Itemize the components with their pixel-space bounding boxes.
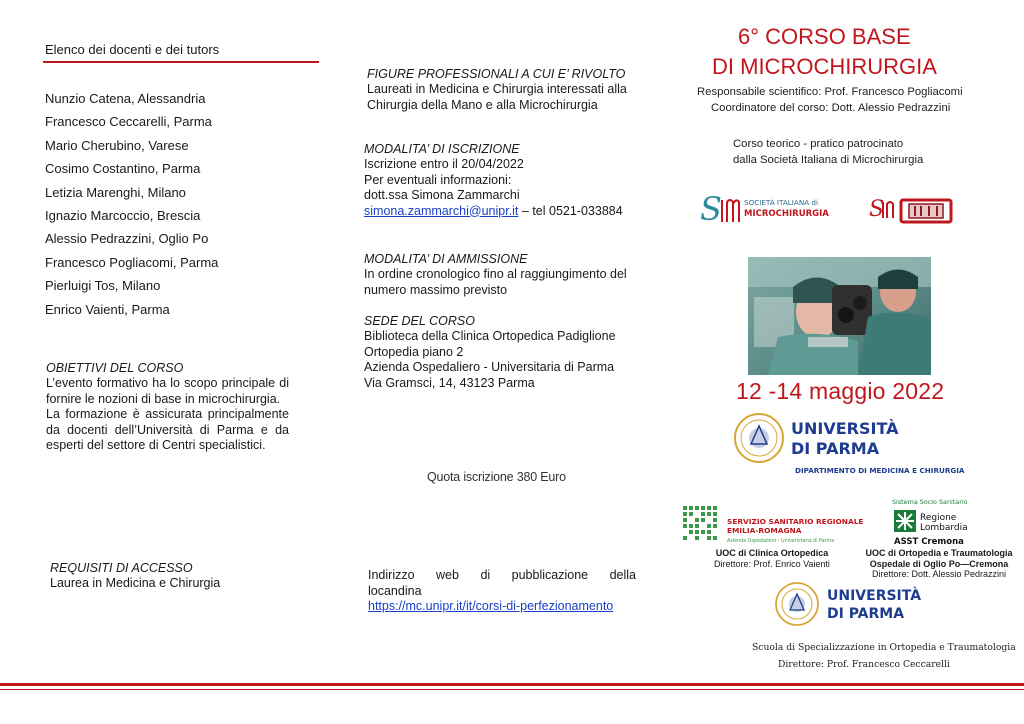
uoc1-line-2: Direttore: Prof. Enrico Vaienti — [714, 559, 830, 569]
uoc-ortopedia-traumatologia — [858, 548, 1020, 580]
svg-text:S: S — [869, 197, 885, 222]
svg-text:S: S — [700, 190, 722, 226]
teacher-item: Ignazio Marcoccio, Brescia — [45, 207, 201, 223]
sede-section — [364, 314, 644, 391]
sede-line: Via Gramsci, 14, 43123 Parma — [364, 375, 535, 390]
patrocinio-text — [733, 136, 1013, 168]
figure-text: Laureati in Medicina e Chirurgia interessati alla Chirurgia della Mano e alla Microchirurgia — [367, 82, 627, 112]
teacher-list — [45, 90, 218, 324]
requisiti-text: Laurea in Medicina e Chirurgia — [50, 576, 221, 590]
responsabile-text: Responsabile scientifico: Prof. Francesco Pogliacomi — [697, 86, 963, 98]
sim-small-logo — [869, 190, 959, 226]
teacher-item: Francesco Pogliacomi, Parma — [45, 254, 219, 270]
indirizzo-section — [368, 568, 636, 615]
email-link[interactable]: simona.zammarchi@unipr.it — [364, 203, 519, 218]
ssr-line-1: SERVIZIO SANITARIO REGIONALE — [727, 517, 864, 526]
teacher-item: Pierluigi Tos, Milano — [45, 278, 161, 294]
iscrizione-contact: dott.ssa Simona Zammarchi — [364, 188, 520, 202]
course-title-line-2: DI MICROCHIRURGIA — [712, 54, 937, 79]
ssr-line-3: Azienda Ospedaliero - Universitaria di Parma — [727, 539, 835, 544]
ammissione-text: In ordine cronologico fino al raggiungimento del numero massimo previsto — [364, 267, 627, 297]
teacher-item: Letizia Marenghi, Milano — [45, 184, 186, 200]
ssr-line-2: EMILIA-ROMAGNA — [727, 526, 802, 535]
patrocinio-line-2: dalla Società Italiana di Microchirurgia — [733, 154, 924, 166]
course-staff — [697, 84, 1017, 116]
iscrizione-heading: MODALITA’ DI ISCRIZIONE — [364, 142, 520, 156]
sede-line: Ortopedia piano 2 — [364, 344, 464, 359]
ammissione-heading: MODALITA’ DI AMMISSIONE — [364, 252, 528, 266]
obiettivi-paragraph-2: La formazione è assicurata principalmente da docenti dell’Università di Parma e da esperti del settore di Centri specialistici. — [46, 407, 289, 452]
teacher-item: Alessio Pedrazzini, Oglio Po — [45, 231, 209, 247]
unipr-department: DIPARTIMENTO DI MEDICINA E CHIRURGIA — [795, 466, 965, 475]
bottom-divider-thin — [0, 689, 1024, 690]
unipr-dept-logo — [733, 412, 993, 478]
scuola-direttore: Direttore: Prof. Francesco Ceccarelli — [778, 659, 950, 670]
teacher-item: Mario Cherubino, Varese — [45, 137, 189, 153]
regione-lombardia-logo — [890, 496, 990, 546]
unipr2-line-1: UNIVERSITÀ — [827, 588, 922, 604]
surgery-photo — [748, 257, 931, 375]
unipr-name-line-2: DI PARMA — [791, 439, 880, 458]
iscrizione-deadline: Iscrizione entro il 20/04/2022 — [364, 157, 524, 171]
obiettivi-section — [46, 361, 289, 454]
sim-logo-line-1: SOCIETÀ ITALIANA di — [744, 198, 818, 207]
sim-logo — [700, 190, 850, 226]
sede-line: Azienda Ospedaliero - Universitaria di Parma — [364, 360, 615, 374]
uoc2-line-1: UOC di Ortopedia e Traumatologia — [865, 548, 1013, 558]
figure-section — [367, 67, 637, 113]
obiettivi-heading: OBIETTIVI DEL CORSO — [46, 361, 184, 375]
ssr-emilia-romagna-logo — [683, 504, 873, 548]
asst-cremona: ASST Cremona — [894, 537, 964, 546]
sede-line: Biblioteca della Clinica Ortopedica Padiglione — [364, 329, 616, 343]
requisiti-heading: REQUISITI DI ACCESSO — [50, 561, 193, 575]
patrocinio-line-1: Corso teorico - pratico patrocinato — [733, 138, 904, 150]
teacher-item: Enrico Vaienti, Parma — [45, 301, 170, 317]
heading-divider — [43, 61, 319, 63]
teacher-item: Cosimo Costantino, Parma — [45, 161, 201, 177]
uoc-clinica-ortopedica — [702, 548, 842, 570]
obiettivi-paragraph-1: L’evento formativo ha lo scopo principale di fornire le nozioni di base in microchirurgia. — [46, 376, 289, 406]
bottom-divider — [0, 683, 1024, 686]
ammissione-section — [364, 252, 644, 298]
uoc1-line-1: UOC di Clinica Ortopedica — [715, 548, 829, 558]
scuola-specializzazione: Scuola di Specializzazione in Ortopedia e Traumatologia — [752, 642, 1016, 653]
lombardia-top: Sistema Socio Sanitario — [892, 498, 968, 506]
course-title — [700, 22, 1000, 82]
indirizzo-text: Indirizzo web di pubblicazione della — [368, 568, 636, 582]
unipr-name-line-1: UNIVERSITÀ — [791, 419, 899, 438]
unipr2-line-2: DI PARMA — [827, 606, 905, 622]
sede-heading: SEDE DEL CORSO — [364, 314, 475, 328]
url-link[interactable]: https://mc.unipr.it/it/corsi-di-perfezionamento — [368, 599, 614, 613]
lombardia-line-2: Lombardia — [920, 523, 968, 533]
teacher-item: Nunzio Catena, Alessandria — [45, 91, 206, 106]
course-dates: 12 -14 maggio 2022 — [736, 378, 945, 404]
uoc2-line-3: Direttore: Dott. Alessio Pedrazzini — [871, 569, 1007, 579]
unipr-logo — [773, 580, 933, 628]
figure-heading: FIGURE PROFESSIONALI A CUI E’ RIVOLTO — [367, 67, 626, 81]
iscrizione-info: Per eventuali informazioni: — [364, 172, 512, 187]
coordinatore-text: Coordinatore del corso: Dott. Alessio Pedrazzini — [711, 102, 951, 114]
sim-logo-line-2: MICROCHIRURGIA — [744, 209, 829, 219]
teachers-heading: Elenco dei docenti e dei tutors — [45, 42, 220, 57]
iscrizione-section — [364, 142, 644, 219]
course-title-line-1: 6° CORSO BASE — [738, 24, 911, 49]
uoc2-line-2: Ospedale di Oglio Po—Cremona — [869, 558, 1009, 569]
teacher-item: Francesco Ceccarelli, Parma — [45, 114, 212, 130]
phone-number: – tel 0521-033884 — [518, 203, 623, 218]
requisiti-section — [50, 561, 310, 592]
quota-text: Quota iscrizione 380 Euro — [427, 470, 566, 484]
iscrizione-email-line — [364, 204, 644, 220]
indirizzo-text-2: locandina — [368, 583, 422, 598]
lombardia-line-1: Regione — [920, 513, 957, 523]
